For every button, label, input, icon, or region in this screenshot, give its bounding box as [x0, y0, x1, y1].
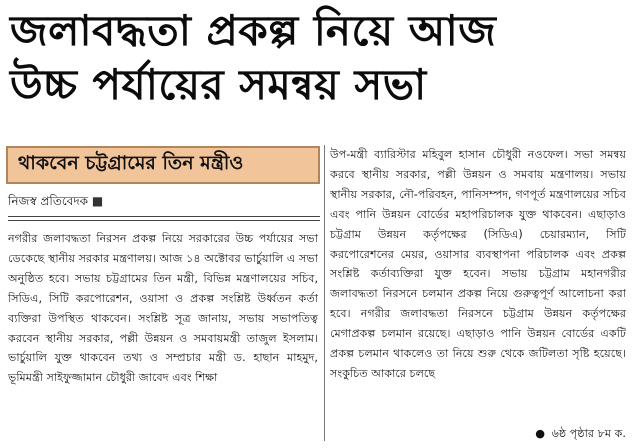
byline-rule-lower [8, 220, 320, 221]
kicker-banner [6, 146, 320, 184]
column-divider [324, 145, 325, 441]
headline [10, 4, 630, 112]
byline-rule [8, 216, 320, 217]
byline-square-icon: ■ [91, 194, 104, 208]
body-paragraph-right: উপ-মন্ত্রী ব্যারিস্টার মহিবুল হাসান চৌধুরী নওফেল। সভা সমন্বয় করবে স্থানীয় সরকার, পল্লী উন্নয়ন ও সমবায় মন্ত্রণালয়। সভায় স্থানীয় সরকার, নৌ-পরিবহন, পানিসম্পদ, গণপূর্ত মন্ত্রণালয়ের সচিব এবং পানি উন্নয়ন বোর্ডের মহাপরিচালক যুক্ত থাকবেন। এছাড়াও চট্টগ্রাম উন্নয়ন কর্তৃপক্ষের (সিডিএ) চেয়ারম্যান, সিটি করপোরেশনের মেয়র, ওয়াসার ব্যবস্থাপনা পরিচালক এবং প্রকল্প সংশ্লিষ্ট কর্তাব্যক্তিরা যুক্ত হবেন। সভায় চট্টগ্রাম মহানগরীর জলাবদ্ধতা নিরসনে চলমান প্রকল্প নিয়ে গুরুত্বপূর্ণ আলোচনা করা হবে। নগরীর জলাবদ্ধতা নিরসনে চট্টগ্রাম উন্নয়ন কর্তৃপক্ষের মেগাপ্রকল্প চলমান রয়েছে। এছাড়াও পানি উন্নয়ন বোর্ডের একটি প্রকল্প চলমান থাকলেও তা নিয়ে শুরু থেকে জটিলতা সৃষ্টি হয়েছে। সংকুচিত আকারে চলছে [330, 148, 626, 380]
byline-text: নিজস্ব প্রতিবেদক [8, 194, 89, 208]
body-column-right [330, 145, 626, 384]
body-paragraph-left: নগরীর জলাবদ্ধতা নিরসন প্রকল্প নিয়ে সরকারের উচ্চ পর্যায়ের সভা ডেকেছে স্থানীয় সরকার মন্ত্রণালয়। আজ ১৪ অক্টোবর ভার্চুয়ালি এ সভা অনুষ্ঠিত হবে। সভায় চট্টগ্রামের তিন মন্ত্রী, বিভিন্ন মন্ত্রণালয়ের সচিব, সিডিএ, সিটি করপোরেশন, ওয়াসা ও প্রকল্প সংশ্লিষ্ট উর্ধ্বতন কর্তা ব্যক্তিরা উপস্থিত থাকবেন। সংশ্লিষ্ট সূত্র জানায়, সভায় সভাপতিত্ব করবেন স্থানীয় সরকার, পল্লী উন্নয়ন ও সমবায়মন্ত্রী তাজুল ইসলাম। ভার্চুয়ালি যুক্ত থাকবেন তথ্য ও সম্প্রচার মন্ত্রী ড. হাছান মাহমুদ, ভূমিমন্ত্রী সাইফুজ্জামান চৌধুরী জাবেদ এবং শিক্ষা [8, 232, 318, 385]
headline-line-2: উচ্চ পর্যায়ের সমন্বয় সভা [10, 60, 427, 109]
kicker-text: থাকবেন চট্টগ্রামের তিন মন্ত্রীও [18, 152, 244, 174]
byline [8, 192, 320, 210]
continuation-text: ৬ষ্ঠ পৃষ্ঠার ৮ম ক. [551, 427, 626, 440]
continuation-note [535, 425, 626, 443]
headline-line-1: জলাবদ্ধতা প্রকল্প নিয়ে আজ [10, 6, 497, 55]
bullet-icon: ● [535, 427, 546, 440]
body-column-left [8, 229, 318, 388]
